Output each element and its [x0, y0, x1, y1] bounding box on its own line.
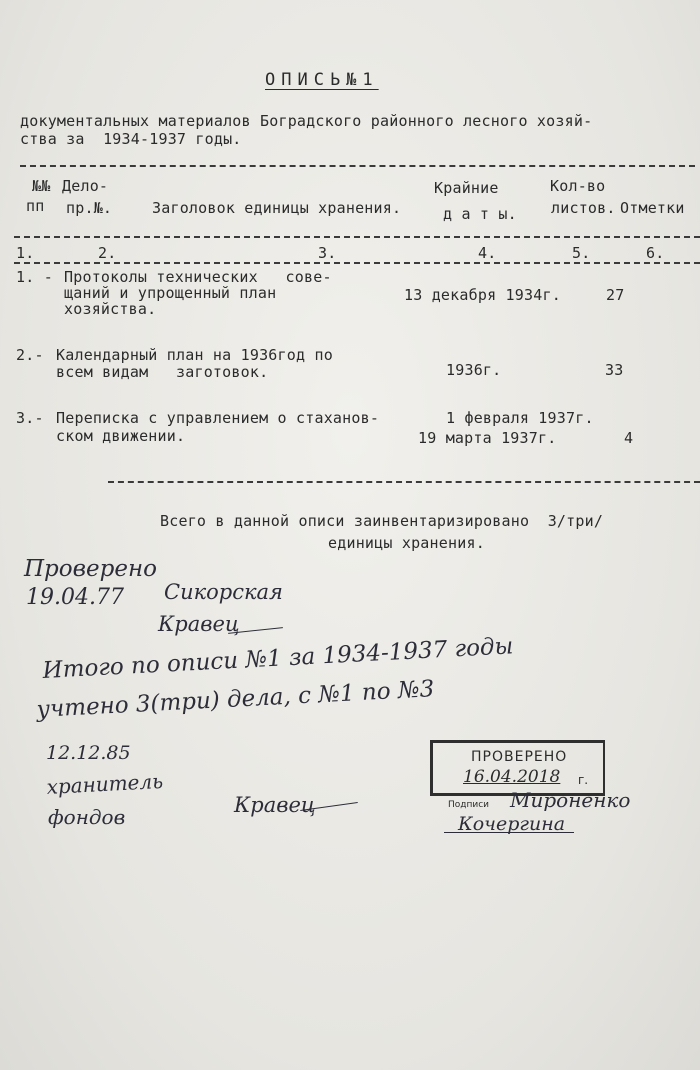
handwritten-signer3: Кравец: [234, 793, 316, 817]
stamp-signer-b: Кочергина: [458, 813, 566, 835]
handwritten-checked: Проверено: [24, 556, 157, 582]
document-subtitle-line1: документальных материалов Боградского районного лесного хозяй-: [20, 112, 593, 130]
row-title-line: Переписка с управлением о стаханов-: [56, 409, 380, 427]
table-top-rule: [20, 165, 695, 167]
row-sheets: 27: [606, 286, 625, 304]
handwritten-signer2: Кравец: [158, 612, 240, 636]
row-sheets: 33: [605, 361, 624, 379]
header-bottom-rule: [14, 236, 700, 238]
handwritten-checked-date: 19.04.77: [26, 585, 124, 610]
handwritten-signer1: Сикорская: [164, 580, 283, 604]
stamp-signatures-label: Подписи: [448, 800, 490, 810]
column-number: 5.: [572, 244, 591, 262]
column-number: 4.: [478, 244, 497, 262]
header-case-line1: Дело-: [62, 177, 109, 195]
stamp-date: 16.04.2018: [463, 767, 561, 787]
row-title-line: всем видам заготовок.: [56, 363, 269, 381]
stamp-signer-a: Мироненко: [510, 788, 631, 812]
header-dates-line1: Крайние: [434, 179, 499, 197]
row-dates: 1 февраля 1937г.: [446, 409, 594, 427]
header-case-line2: пр.№.: [66, 199, 113, 217]
row-number: 2.-: [16, 346, 44, 364]
header-sheets-line1: Кол-во: [550, 177, 606, 195]
header-notes: Отметки: [620, 199, 685, 217]
row-title-line: хозяйства.: [64, 300, 157, 318]
header-num-line1: №№: [32, 177, 51, 195]
row-title-line: Календарный план на 1936год по: [56, 346, 333, 364]
column-number: 6.: [646, 244, 665, 262]
header-heading: Заголовок единицы хранения.: [152, 199, 402, 217]
document-title: ОПИСЬ№1: [265, 70, 379, 90]
header-num-line2: пп: [26, 197, 45, 215]
stamp-date-suffix: г.: [578, 773, 589, 787]
stamp-signature-underline: [444, 832, 574, 833]
row-dates: 13 декабря 1934г.: [404, 286, 561, 304]
summary-line1: Всего в данной описи заинвентаризировано 3/три/: [160, 512, 604, 530]
column-number: 1.: [16, 244, 35, 262]
summary-line2: единицы хранения.: [328, 534, 485, 552]
column-numbers-rule: [14, 262, 700, 264]
column-number: 2.: [98, 244, 117, 262]
row-title-line: ском движении.: [56, 427, 186, 445]
row-number: 1. -: [16, 268, 53, 286]
row-sheets: 4: [624, 429, 634, 447]
row-dates: 19 марта 1937г.: [418, 429, 557, 447]
handwritten-keeper-line2: фондов: [48, 805, 126, 829]
row-title-line: Протоколы технических сове-: [64, 268, 332, 286]
row-number: 3.-: [16, 409, 44, 427]
document-subtitle-line2: ства за 1934-1937 годы.: [20, 130, 242, 148]
row-dates: 1936г.: [446, 361, 502, 379]
table-bottom-rule: [108, 481, 700, 483]
header-dates-line2: д а т ы.: [443, 205, 517, 223]
handwritten-total-line1: Итого по описи №1 за 1934-1937 годы: [42, 633, 514, 684]
column-number: 3.: [318, 244, 337, 262]
header-sheets-line2: листов.: [551, 199, 616, 217]
row-title-line: щаний и упрощенный план: [64, 284, 277, 302]
handwritten-total-line2: учтено 3(три) дела, с №1 по №3: [36, 676, 435, 723]
stamp-title: ПРОВЕРЕНО: [471, 749, 568, 765]
handwritten-keeper-line1: хранитель: [46, 768, 164, 799]
handwritten-date2: 12.12.85: [46, 742, 131, 764]
